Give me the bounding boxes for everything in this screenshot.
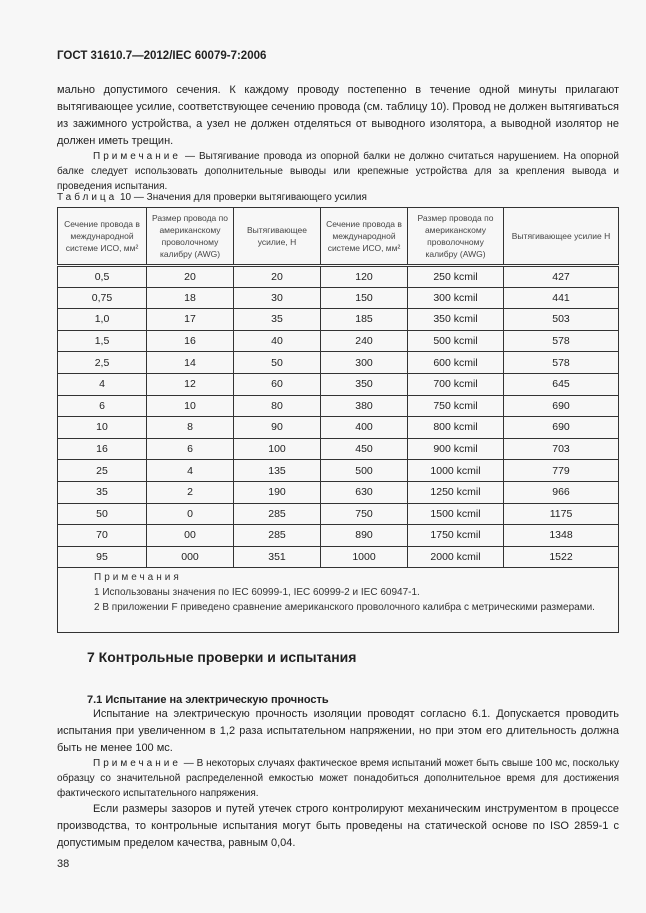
subsection-title: 7.1 Испытание на электрическую прочность [87,694,329,706]
table-row [58,481,619,503]
table-cell: 1000 [321,546,408,568]
table-cell: 1250 kcmil [408,481,504,503]
table-cell: 100 [234,438,321,460]
pull-force-table [57,207,619,568]
table-row [58,438,619,460]
column-header: Размер провода по американскому проволочному калибру (AWG) [408,208,504,266]
page-number: 38 [57,858,70,870]
table-row [58,460,619,482]
table-note: 1 Использованы значения по IEC 60999-1, IEC 60999-2 и IEC 60947-1. [94,587,420,598]
table-cell: 60 [234,373,321,395]
note-label: Примечание [93,151,181,162]
table-cell: 578 [504,352,619,374]
table-cell: 2,5 [58,352,147,374]
note [57,756,619,801]
column-header: Сечение провода в международной системе ИСО, мм² [58,208,147,266]
table-cell: 6 [147,438,234,460]
table-cell: 000 [147,546,234,568]
table-cell: 0 [147,503,234,525]
table-cell: 450 [321,438,408,460]
note-text: — Вытягивание провода из опорной балки не должно считаться нарушением. На опорной балке следует использовать дополнительные выводы или крепежные устройства для за крепления вывода и проведения испытания. [57,151,619,192]
table-cell: 350 kcmil [408,309,504,331]
table-row [58,503,619,525]
document-header: ГОСТ 31610.7—2012/IEC 60079-7:2006 [57,50,267,62]
table-row [58,330,619,352]
table-cell: 4 [147,460,234,482]
table-cell: 00 [147,525,234,547]
table-cell: 500 kcmil [408,330,504,352]
paragraph: Если размеры зазоров и путей утечек строго контролируют механическим инструментом в процессе производства, то контрольные испытания могут быть проведены на статической основе по ISO 2859-1 с допустимым пределом качества, равным 0,04. [57,803,619,849]
table-cell: 500 [321,460,408,482]
table-cell: 185 [321,309,408,331]
table-cell: 1522 [504,546,619,568]
table-cell: 1000 kcmil [408,460,504,482]
table-cell: 10 [147,395,234,417]
table-row [58,373,619,395]
table-cell: 750 [321,503,408,525]
table-cell: 285 [234,525,321,547]
note-text: — В некоторых случаях фактическое время испытаний может быть свыше 100 мс, поскольку образцу со значительной распределенной емкостью может понадобиться дополнительное время для достижения фактического испытательного напряжения. [57,758,619,799]
table-cell: 35 [234,309,321,331]
table-cell: 16 [147,330,234,352]
table-cell: 20 [147,266,234,288]
section-title: 7 Контрольные проверки и испытания [87,649,357,665]
table-cell: 350 [321,373,408,395]
table-row [58,525,619,547]
table-cell: 380 [321,395,408,417]
table-cell: 1,0 [58,309,147,331]
table-cell: 120 [321,266,408,288]
table-row [58,309,619,331]
paragraph: Испытание на электрическую прочность изоляции проводят согласно 6.1. Допускается проводить испытания при увеличенном в 1,2 раза испытательном напряжении, но при этом его длительность должна быть не менее 100 мс. [57,708,619,754]
table-cell: 190 [234,481,321,503]
table-cell: 4 [58,373,147,395]
table-cell: 90 [234,417,321,439]
table-cell: 14 [147,352,234,374]
column-header: Сечение провода в международной системе ИСО, мм² [321,208,408,266]
table-cell: 690 [504,395,619,417]
table-cell: 1348 [504,525,619,547]
column-header: Размер провода по американскому проволочному калибру (AWG) [147,208,234,266]
table-cell: 427 [504,266,619,288]
table-cell: 150 [321,287,408,309]
table-cell: 779 [504,460,619,482]
table-cell: 30 [234,287,321,309]
table-cell: 690 [504,417,619,439]
table-cell: 80 [234,395,321,417]
table-cell: 300 kcmil [408,287,504,309]
column-header: Вытягивающее усилие, Н [234,208,321,266]
table-cell: 300 [321,352,408,374]
table-cell: 10 [58,417,147,439]
table-cell: 630 [321,481,408,503]
table-cell: 6 [58,395,147,417]
table-cell: 503 [504,309,619,331]
table-cell: 441 [504,287,619,309]
table-cell: 400 [321,417,408,439]
table-note: 2 В приложении F приведено сравнение американского проволочного калибра с метрическими размерами. [94,602,595,613]
table-cell: 135 [234,460,321,482]
table-cell: 35 [58,481,147,503]
table-cell: 50 [58,503,147,525]
paragraph: мально допустимого сечения. К каждому проводу постепенно в течение одной минуты прилагают вытягивающее усилие, соответствующее сечению провода (см. таблицу 10). Провод не должен вытягиваться из зажимного устройства, а узел не должен отделяться от выводного изолятора, а выводной изолятор не должен иметь трещин. [57,84,619,147]
table-cell: 578 [504,330,619,352]
table-cell: 2 [147,481,234,503]
table-cell: 2000 kcmil [408,546,504,568]
table-cell: 70 [58,525,147,547]
table-row [58,546,619,568]
table-cell: 17 [147,309,234,331]
table-cell: 16 [58,438,147,460]
table-cell: 900 kcmil [408,438,504,460]
table-cell: 0,5 [58,266,147,288]
table-cell: 1,5 [58,330,147,352]
table-row [58,287,619,309]
table-header-row [58,208,619,266]
table-row [58,417,619,439]
table-cell: 600 kcmil [408,352,504,374]
table-notes [57,566,619,633]
table-cell: 250 kcmil [408,266,504,288]
table-cell: 240 [321,330,408,352]
table-row [58,395,619,417]
table-cell: 800 kcmil [408,417,504,439]
table-cell: 645 [504,373,619,395]
table-cell: 25 [58,460,147,482]
table-cell: 12 [147,373,234,395]
table-cell: 700 kcmil [408,373,504,395]
table-cell: 750 kcmil [408,395,504,417]
table-cell: 0,75 [58,287,147,309]
table-cell: 351 [234,546,321,568]
table-cell: 95 [58,546,147,568]
table-cell: 20 [234,266,321,288]
table-cell: 966 [504,481,619,503]
table-cell: 1750 kcmil [408,525,504,547]
table-caption [57,190,619,205]
note [57,149,619,194]
table-cell: 50 [234,352,321,374]
table-cell: 890 [321,525,408,547]
notes-title: Примечания [94,572,182,583]
table-cell: 18 [147,287,234,309]
column-header: Вытягивающее усилие Н [504,208,619,266]
table-cell: 1175 [504,503,619,525]
table-caption-text: 10 — Значения для проверки вытягивающего усилия [117,192,367,203]
table-row [58,266,619,288]
table-cell: 8 [147,417,234,439]
table-cell: 703 [504,438,619,460]
table-cell: 285 [234,503,321,525]
table-cell: 1500 kcmil [408,503,504,525]
note-label: Примечание [93,758,181,769]
table-label: Таблица [57,192,118,203]
table-cell: 40 [234,330,321,352]
table-row [58,352,619,374]
